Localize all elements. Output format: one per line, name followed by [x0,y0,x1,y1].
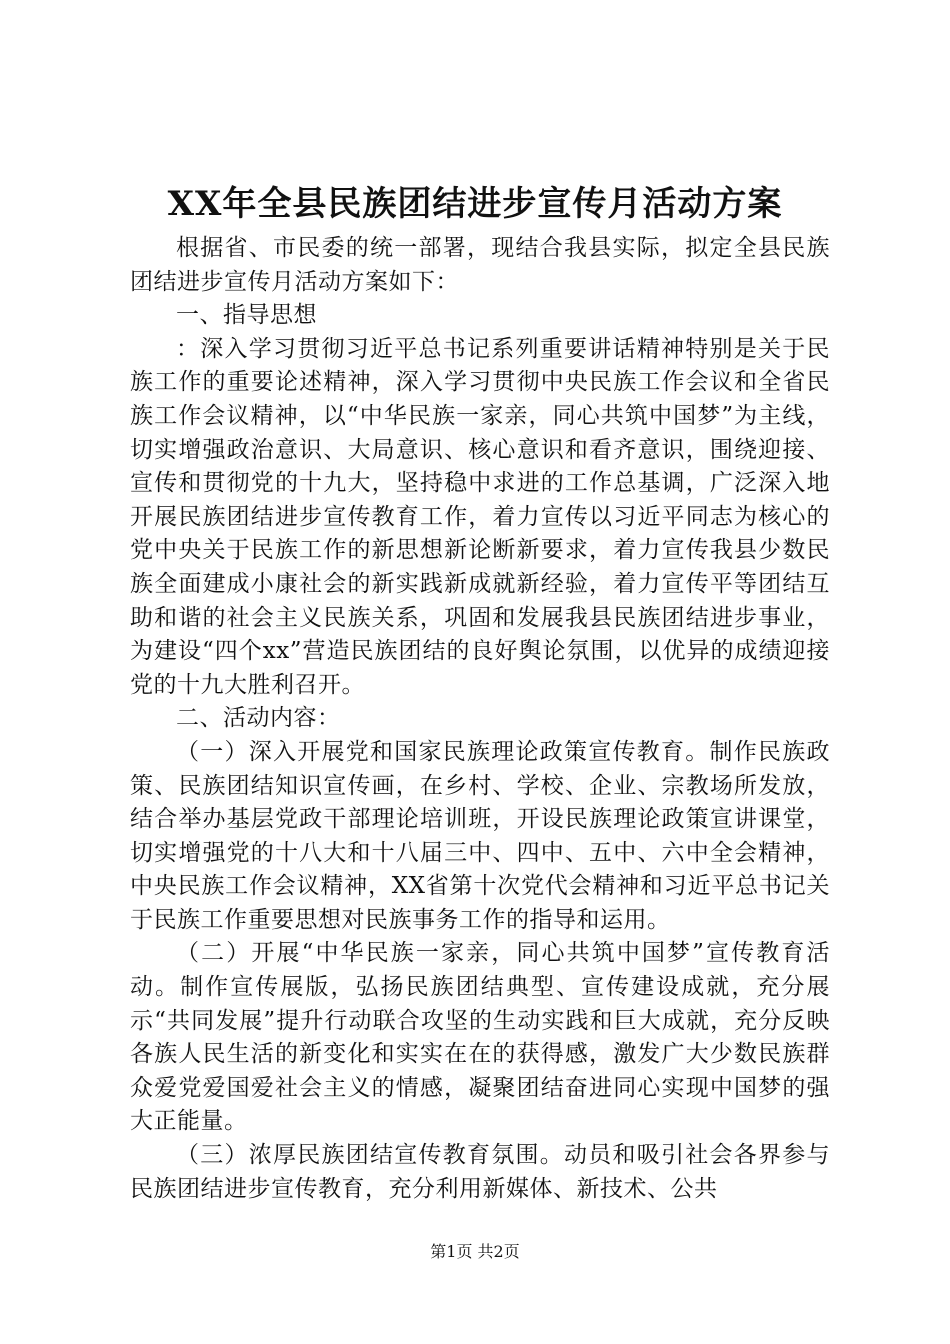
document-title: XX年全县民族团结进步宣传月活动方案 [167,184,783,224]
page-number-footer: 第1页 共2页 [430,1242,520,1261]
guiding-thought-paragraph: ：深入学习贯彻习近平总书记系列重要讲话精神特别是关于民族工作的重要论述精神，深入学习贯彻中央民族工作会议和全省民族工作会议精神，以“中华民族一家亲，同心共筑中国梦”为主线，切实增强政治意识、大局意识、核心意识和看齐意识，围绕迎接、宣传和贯彻党的十九大，坚持稳中求进的工作总基调，广泛深入地开展民族团结进步宣传教育工作，着力宣传以习近平同志为核心的党中央关于民族工作的新思想新论断新要求，着力宣传我县少数民族全面建成小康社会的新实践新成就新经验，着力宣传平等团结互助和谐的社会主义民族关系，巩固和发展我县民族团结进步事业，为建设“四个xx”营造民族团结的良好舆论氛围，以优异的成绩迎接党的十九大胜利召开。 [130,335,830,698]
activity-item-2: （二）开展“中华民族一家亲，同心共筑中国梦”宣传教育活动。制作宣传展版，弘扬民族团结典型、宣传建设成就，充分展示“共同发展”提升行动联合攻坚的生动实践和巨大成就，充分反映各族人民生活的新变化和实实在在的获得感，激发广大少数民族群众爱党爱国爱社会主义的情感，凝聚团结奋进同心实现中国梦的强大正能量。 [130,940,830,1135]
section-heading-activity-content: 二、活动内容： [176,705,341,732]
document-body [130,232,830,1206]
section-heading-guiding-thought: 一、指导思想 [176,302,317,329]
intro-paragraph: 根据省、市民委的统一部署，现结合我县实际，拟定全县民族团结进步宣传月活动方案如下： [130,235,830,295]
activity-item-1: （一）深入开展党和国家民族理论政策宣传教育。制作民族政策、民族团结知识宣传画，在乡村、学校、企业、宗教场所发放，结合举办基层党政干部理论培训班，开设民族理论政策宣讲课堂，切实增强党的十八大和十八届三中、四中、五中、六中全会精神，中央民族工作会议精神，XX省第十次党代会精神和习近平总书记关于民族工作重要思想对民族事务工作的指导和运用。 [130,738,830,933]
activity-item-3: （三）浓厚民族团结宣传教育氛围。动员和吸引社会各界参与民族团结进步宣传教育，充分利用新媒体、新技术、公共 [130,1142,830,1202]
